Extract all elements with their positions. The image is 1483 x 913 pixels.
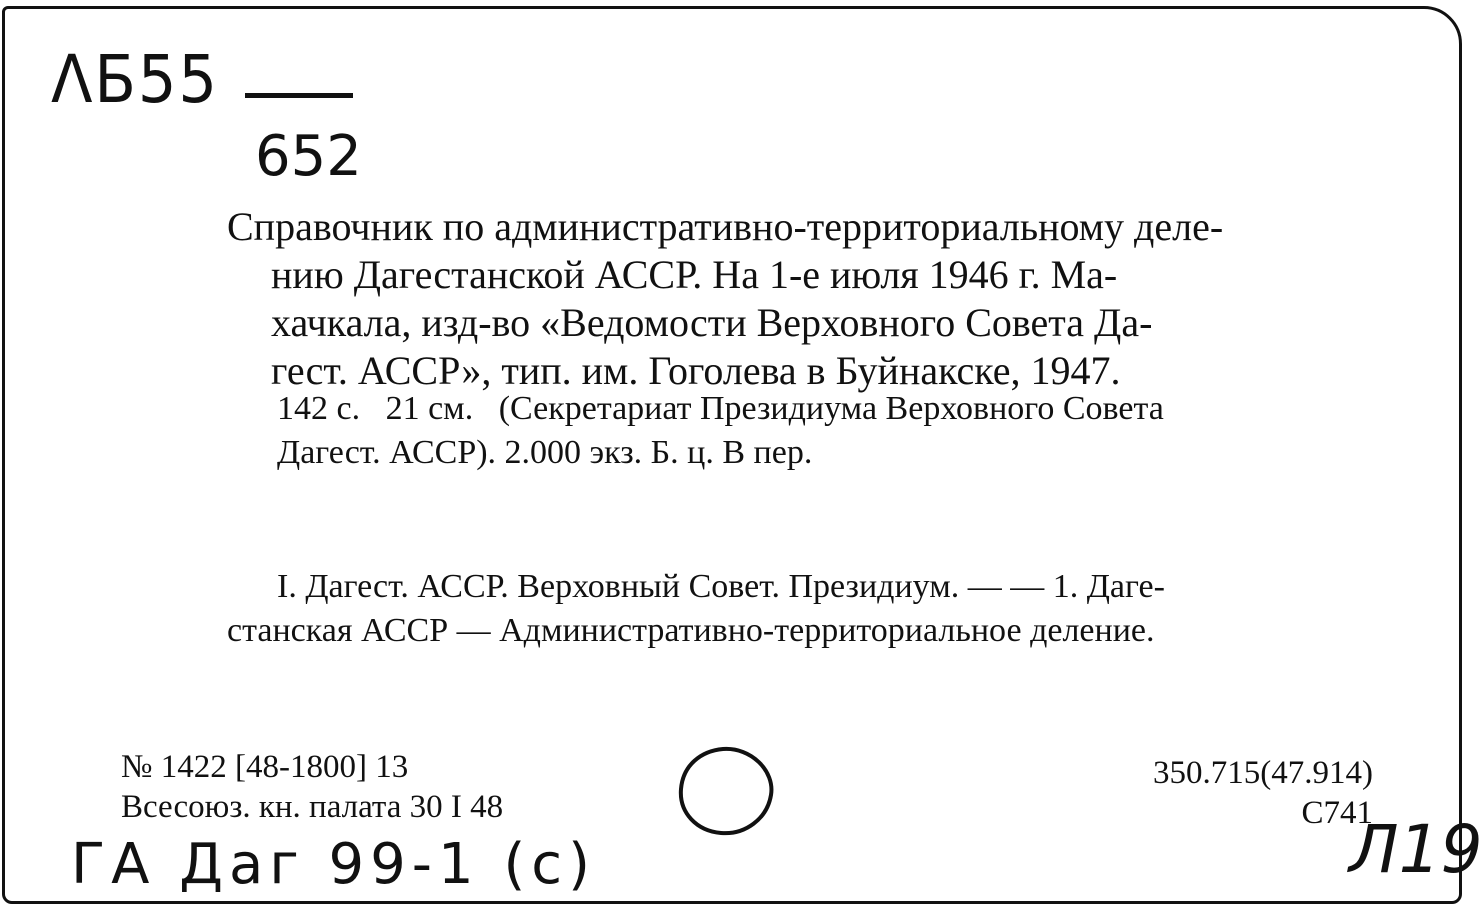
collation-line: 142 с. 21 см. (Секретариат Президиума Верховного Совета xyxy=(277,390,1164,427)
shelf-mark-dash xyxy=(245,93,353,98)
author-mark: С741 xyxy=(1301,795,1373,831)
description-line: гест. АССР», тип. им. Гоголева в Буйнакске, 1947. xyxy=(271,348,1121,393)
catalog-card xyxy=(2,6,1483,904)
bibliographic-description xyxy=(227,203,1387,395)
shelf-mark-top: ΛБ55 xyxy=(51,41,219,118)
udc-code: 350.715(47.914) xyxy=(1153,755,1373,791)
shelf-mark-bottom: 652 xyxy=(255,124,362,189)
circle-stamp-icon xyxy=(671,743,781,839)
collation-line: Дагест. АССР). 2.000 экз. Б. ц. В пер. xyxy=(277,434,813,471)
description-line: хачкала, изд-во «Ведомости Верховного Совета Да- xyxy=(271,300,1153,345)
collation xyxy=(277,387,1389,475)
description-line: Справочник по административно-территориальному деле- xyxy=(227,204,1224,249)
card-imprint xyxy=(121,747,503,827)
imprint-line: Всесоюз. кн. палата 30 I 48 xyxy=(121,789,504,825)
imprint-line: № 1422 [48-1800] 13 xyxy=(121,749,409,785)
tracing-line: I. Дагест. АССР. Верховный Совет. Президиум. — — 1. Даге- xyxy=(277,568,1165,605)
description-line: нию Дагестанской АССР. На 1-е июля 1946 г. Ма- xyxy=(271,252,1118,297)
archive-code: ГА Даг 99-1 (с) xyxy=(71,832,596,897)
classification-index xyxy=(1153,753,1373,833)
subject-tracings xyxy=(227,565,1389,653)
tracing-line: станская АССР — Административно-территориальное деление. xyxy=(227,612,1155,649)
corner-note: Л19 xyxy=(1349,811,1483,888)
